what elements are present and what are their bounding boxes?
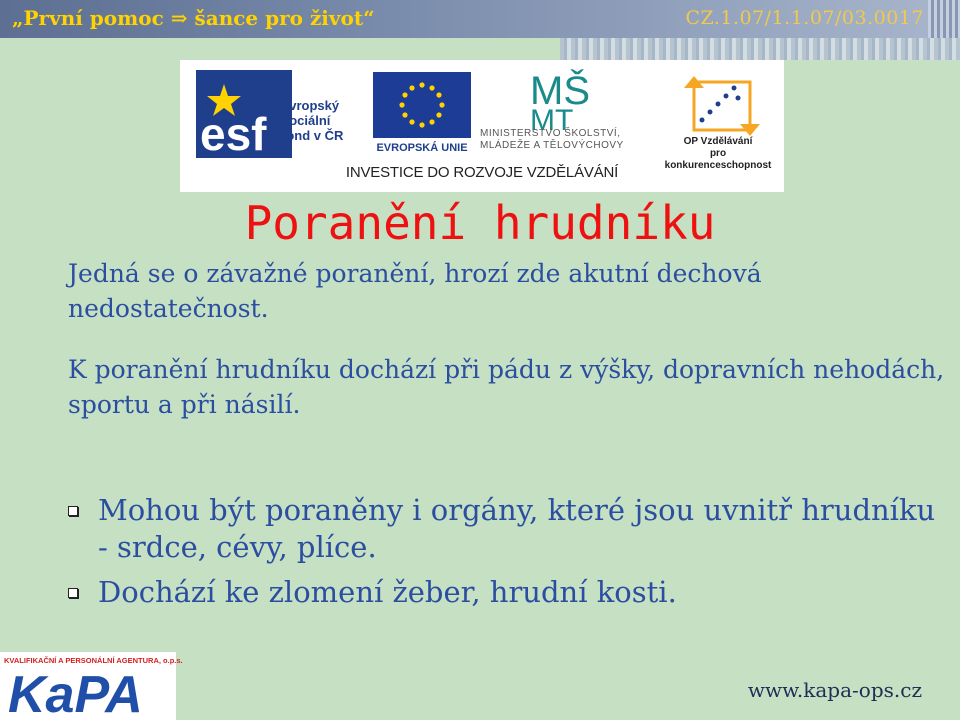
footer-url[interactable]: www.kapa-ops.cz	[747, 678, 922, 702]
eu-label: EVROPSKÁ UNIE	[376, 142, 468, 154]
header-stripes	[928, 0, 960, 38]
bullet-text: Dochází ke zlomení žeber, hrudní kosti.	[98, 575, 677, 609]
msmt-text	[480, 128, 656, 152]
msmt-line: MLÁDEŽE A TĚLOVÝCHOVY	[480, 140, 624, 151]
bullet-list	[68, 492, 948, 619]
svg-text:MT: MT	[530, 104, 574, 137]
svg-text:MŠ: MŠ	[530, 69, 590, 113]
agency-name: KVALIFIKAČNÍ A PERSONÁLNÍ AGENTURA, o.p.s.	[4, 656, 183, 665]
paragraph-1: Jedná se o závažné poranění, hrozí zde akutní dechová nedostatečnost.	[68, 259, 762, 323]
decorative-stripes	[560, 38, 960, 60]
op-line: OP Vzdělávání	[683, 136, 753, 147]
bullet-text: Mohou být poraněny i orgány, které jsou uvnitř hrudníku - srdce, cévy, plíce.	[98, 493, 936, 564]
header-bar	[0, 0, 960, 38]
eu-flag-icon	[373, 72, 471, 138]
esf-line: fond v ČR	[282, 128, 344, 143]
svg-text:esf: esf	[200, 108, 267, 160]
header-title: „První pomoc ⇒ šance pro život“	[12, 6, 375, 30]
paragraph-2: K poranění hrudníku dochází při pádu z výšky, dopravních nehodách, sportu a při násilí.	[68, 355, 945, 419]
op-logo-icon	[680, 68, 770, 140]
investice-slogan: INVESTICE DO ROZVOJE VZDĚLÁVÁNÍ	[345, 164, 619, 181]
bullet-item	[68, 492, 948, 566]
esf-line: evropský	[282, 98, 340, 113]
checkbox-bullet-icon	[68, 588, 78, 598]
op-line: pro konkurenceschopnost	[664, 148, 772, 171]
msmt-line: MINISTERSTVO ŠKOLSTVÍ,	[480, 128, 621, 139]
logo-banner	[180, 60, 784, 192]
checkbox-bullet-icon	[68, 506, 78, 516]
slide-title: Poranění hrudníku	[244, 196, 716, 250]
esf-text	[282, 98, 343, 143]
esf-line: sociální	[282, 113, 331, 128]
kapa-logo-box	[0, 652, 183, 720]
bullet-item	[68, 574, 948, 611]
kapa-logo-icon	[6, 666, 172, 718]
project-code: CZ.1.07/1.1.07/03.0017	[685, 7, 924, 29]
kapa-logo-text: KaPA	[8, 666, 143, 718]
